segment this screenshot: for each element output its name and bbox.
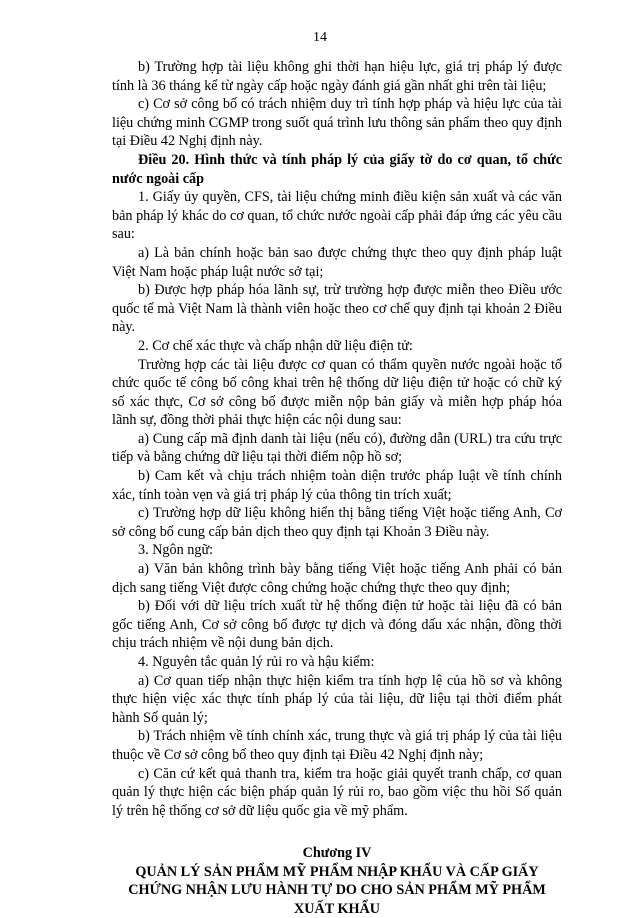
- paragraph-19-2-c: c) Cơ sở công bố có trách nhiệm duy trì tính hợp pháp và hiệu lực của tài liệu chứng minh CGMP trong suốt quá trình lưu thông sản phẩm theo quy định tại Điều 42 Nghị định này.: [112, 96, 562, 150]
- paragraph-20-4-c: c) Căn cứ kết quả thanh tra, kiểm tra hoặc giải quyết tranh chấp, cơ quan quản lý thực hiện các biện pháp quản lý rủi ro, bao gồm việc thu hồi Số quản lý trên hệ thống cơ sở dữ liệu quốc gia về mỹ phẩm.: [112, 765, 562, 819]
- paragraph-20-4: 4. Nguyên tắc quản lý rủi ro và hậu kiểm:: [138, 654, 375, 670]
- paragraph-20-3-b: b) Đối với dữ liệu trích xuất từ hệ thống điện tử hoặc tài liệu đã có bản gốc tiếng Anh, Cơ sở công bố được tự dịch và đóng dấu xác nhận, đồng thời chịu trách nhiệm về nội dung bản dịch.: [112, 598, 562, 652]
- chapter-title-line: QUẢN LÝ SẢN PHẨM MỸ PHẨM NHẬP KHẨU VÀ CẤP GIẤY: [135, 863, 539, 880]
- paragraph-20-4-a: a) Cơ quan tiếp nhận thực hiện kiểm tra tính hợp lệ của hồ sơ và không thực hiện việc xác thực tính pháp lý của tài liệu, dữ liệu tại thời điểm phát hành Số quản lý;: [112, 672, 562, 726]
- paragraph-20-1-b: b) Được hợp pháp hóa lãnh sự, trừ trường hợp được miễn theo Điều ước quốc tế mà Việt Nam là thành viên hoặc theo cơ chế quy định tại khoản 2 Điều này.: [112, 282, 562, 336]
- paragraph-20-1-a: a) Là bản chính hoặc bản sao được chứng thực theo quy định pháp luật Việt Nam hoặc pháp luật nước sở tại;: [112, 244, 562, 280]
- page-number: 14: [313, 30, 327, 45]
- chapter-number: Chương IV: [302, 845, 372, 862]
- paragraph-20-4-b: b) Trách nhiệm về tính chính xác, trung thực và giá trị pháp lý của tài liệu thuộc về Cơ sở công bố theo quy định tại Điều 42 Nghị định này;: [112, 728, 562, 763]
- paragraph-20-3: 3. Ngôn ngữ:: [138, 542, 214, 559]
- paragraph-20-2-intro: Trường hợp các tài liệu được cơ quan có thẩm quyền nước ngoài hoặc tổ chức quốc tế công bố công khai trên hệ thống dữ liệu điện tử hoặc có chữ ký số xác thực, Cơ sở công bố được miễn nộp bản giấy và miễn hợp pháp hóa lãnh sự, đồng thời phải thực hiện các nội dung sau:: [112, 356, 562, 429]
- article-20-heading: Điều 20. Hình thức và tính pháp lý của giấy tờ do cơ quan, tổ chức nước ngoài cấp: [112, 151, 562, 187]
- document-body: [112, 58, 562, 918]
- chapter-title-line: XUẤT KHẨU: [293, 900, 381, 917]
- paragraph-20-2: 2. Cơ chế xác thực và chấp nhận dữ liệu điện tử:: [138, 337, 413, 354]
- paragraph-20-3-a: a) Văn bản không trình bày bằng tiếng Việt hoặc tiếng Anh phải có bản dịch sang tiếng Việt được công chứng hoặc chứng thực theo quy định;: [112, 561, 562, 596]
- paragraph-20-2-a: a) Cung cấp mã định danh tài liệu (nếu có), đường dẫn (URL) tra cứu trực tiếp và bằng chứng dữ liệu tại thời điểm nộp hồ sơ;: [112, 430, 562, 466]
- chapter-heading: [112, 844, 562, 918]
- chapter-title-line: CHỨNG NHẬN LƯU HÀNH TỰ DO CHO SẢN PHẨM MỸ PHẨM: [128, 882, 546, 899]
- paragraph-20-1: 1. Giấy ủy quyền, CFS, tài liệu chứng minh điều kiện sản xuất và các văn bản pháp lý khác do cơ quan, tổ chức nước ngoài cấp phải đáp ứng các yêu cầu sau:: [112, 189, 562, 243]
- paragraph-20-2-b: b) Cam kết và chịu trách nhiệm toàn diện trước pháp luật về tính chính xác, tính toàn vẹn và giá trị pháp lý của thông tin trích xuất;: [112, 468, 562, 503]
- paragraph-19-2-b: b) Trường hợp tài liệu không ghi thời hạn hiệu lực, giá trị pháp lý được tính là 36 tháng kể từ ngày cấp hoặc ngày đánh giá gần nhất ghi trên tài liệu;: [112, 59, 562, 94]
- paragraph-20-2-c: c) Trường hợp dữ liệu không hiển thị bằng tiếng Việt hoặc tiếng Anh, Cơ sở công bố cung cấp bản dịch theo quy định tại Khoản 3 Điều này.: [112, 505, 562, 540]
